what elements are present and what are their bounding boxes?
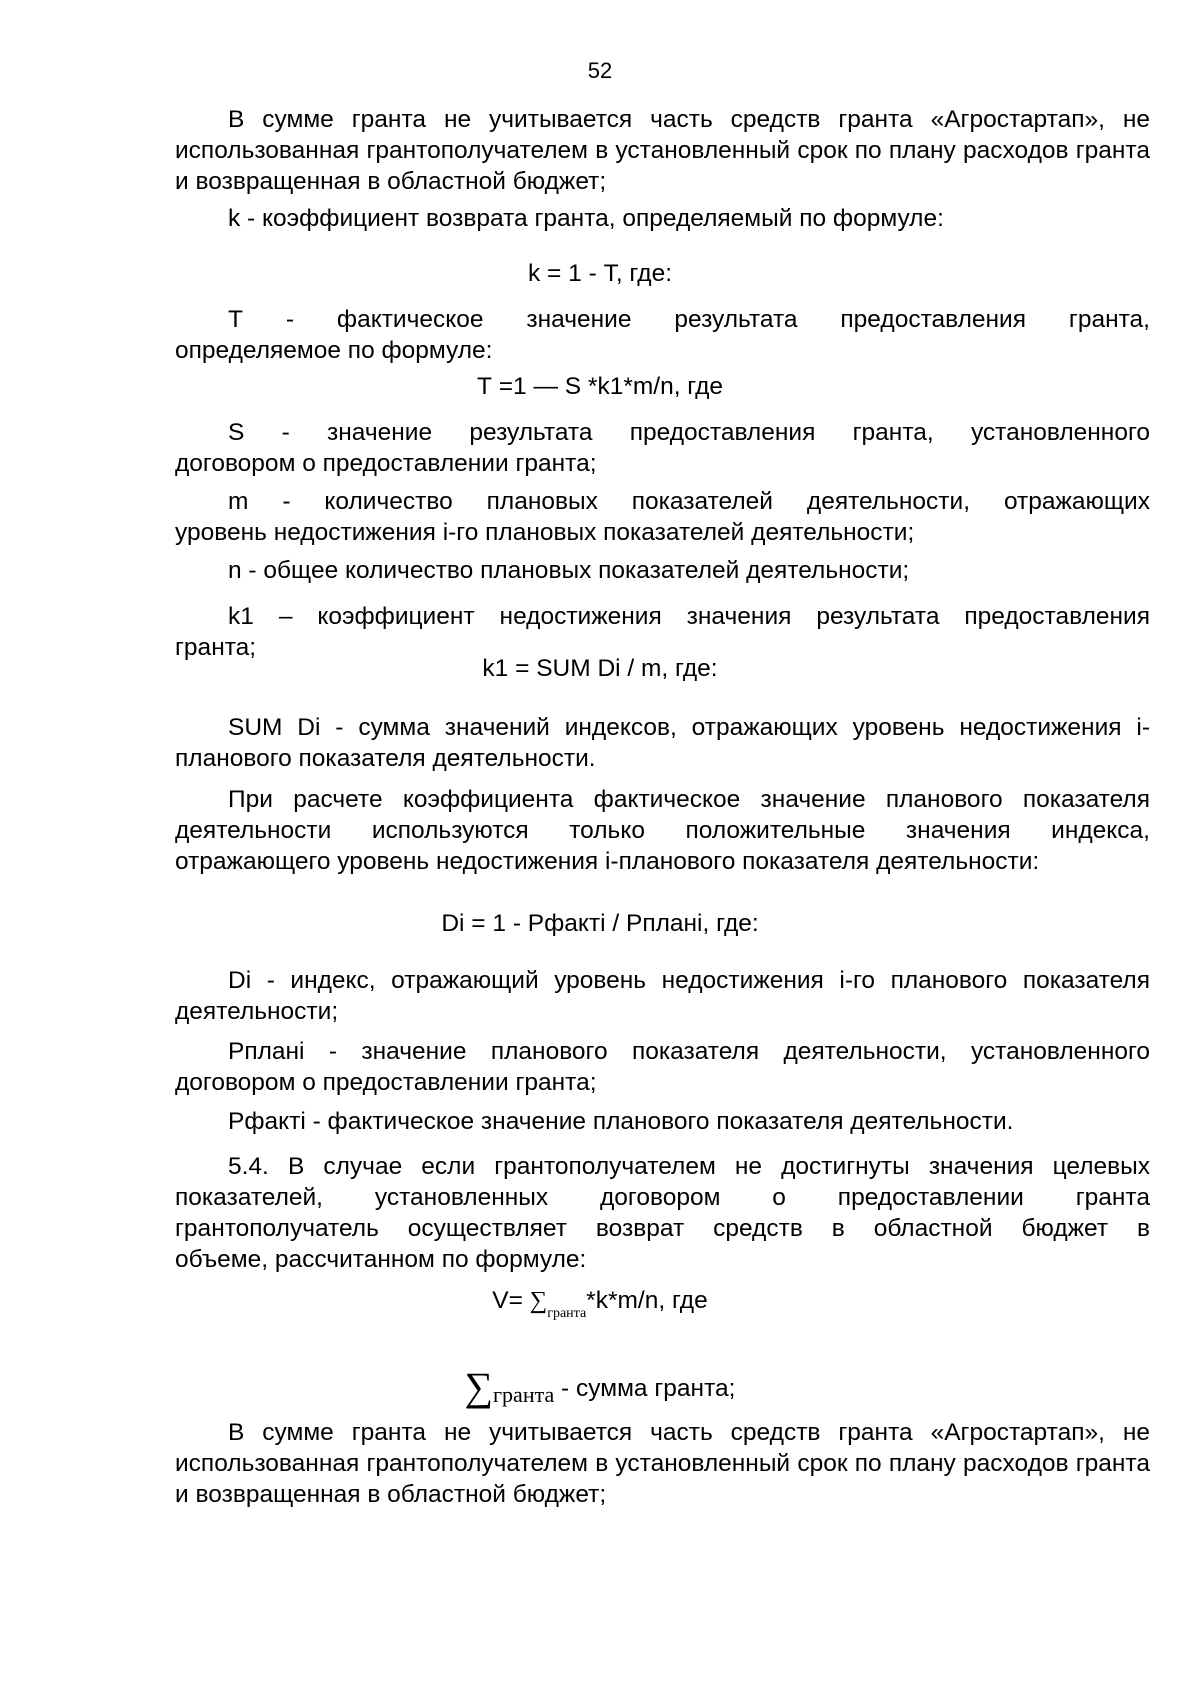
sum-subscript: гранта	[493, 1382, 555, 1407]
paragraph-line: планового показателя деятельности.	[175, 745, 596, 772]
paragraph-line: 5.4. В случае если грантополучателем не достигнуты значения целевых	[228, 1153, 1150, 1180]
paragraph-line: деятельности;	[175, 998, 339, 1025]
paragraph-t-definition	[175, 304, 1150, 366]
paragraph-line: определяемое по формуле:	[175, 337, 493, 364]
formula-k: k = 1 - Т, где:	[528, 260, 672, 287]
paragraph-line: уровень недостижения i-го плановых показателей деятельности;	[175, 519, 915, 546]
paragraph-grant-sum-note-repeat: В сумме гранта не учитывается часть средств гранта «Агростартап», не использованная грантополучателем в установленный срок по плану расходов гранта и возвращенная в областной бюджет;	[175, 1419, 1150, 1508]
paragraph-k-definition: k - коэффициент возврата гранта, определяемый по формуле:	[228, 205, 944, 232]
paragraph-line: Т - фактическое значение результата предоставления гранта,	[228, 306, 1150, 333]
paragraph-line: договором о предоставлении гранта;	[175, 1069, 597, 1096]
paragraph-line: объеме, рассчитанном по формуле:	[175, 1246, 587, 1273]
paragraph-line: договором о предоставлении гранта;	[175, 450, 597, 477]
page-number: 52	[587, 58, 613, 83]
paragraph-line: Рпланi - значение планового показателя деятельности, установленного	[228, 1038, 1150, 1065]
paragraph-line: показателей, установленных договором о предоставлении гранта	[175, 1184, 1150, 1211]
paragraph-s-definition	[175, 417, 1150, 479]
paragraph-line: При расчете коэффициента фактическое значение планового показателя	[228, 786, 1150, 813]
paragraph-sum-di-definition	[175, 712, 1150, 774]
formula-grant-sum	[0, 1364, 1200, 1409]
paragraph-line: отражающего уровень недостижения i-планового показателя деятельности:	[175, 848, 1040, 875]
paragraph-n-definition: n - общее количество плановых показателей деятельности;	[228, 557, 910, 584]
formula-grant-sum-text: - сумма гранта;	[554, 1375, 736, 1402]
paragraph-pplan-definition	[175, 1036, 1150, 1098]
paragraph-line: SUM Di - сумма значений индексов, отражающих уровень недостижения i-	[228, 714, 1150, 741]
paragraph-line: Di - индекс, отражающий уровень недостижения i-го планового показателя	[228, 967, 1150, 994]
formula-k1: k1 = SUM Di / m, где:	[482, 655, 718, 682]
paragraph-line: грантополучатель осуществляет возврат средств в областной бюджет в	[175, 1215, 1150, 1242]
paragraph-m-definition	[175, 486, 1150, 548]
paragraph-line: k1 – коэффициент недостижения значения результата предоставления	[228, 603, 1150, 630]
sum-symbol: ∑	[464, 1364, 494, 1409]
sum-symbol: ∑	[529, 1287, 548, 1314]
paragraph-line: m - количество плановых показателей деятельности, отражающих	[228, 488, 1150, 515]
formula-v-right: *k*m/n, где	[586, 1287, 708, 1314]
paragraph-line: деятельности используются только положительные значения индекса,	[175, 817, 1150, 844]
paragraph-di-definition	[175, 965, 1150, 1027]
sum-subscript: гранта	[547, 1306, 587, 1321]
paragraph-grant-sum-note: В сумме гранта не учитывается часть средств гранта «Агростартап», не использованная грантополучателем в установленный срок по плану расходов гранта и возвращенная в областной бюджет;	[175, 106, 1150, 195]
paragraph-line: гранта;	[175, 634, 257, 661]
paragraph-section-5-4	[175, 1151, 1150, 1275]
paragraph-pfakt-definition: Рфактi - фактическое значение планового показателя деятельности.	[228, 1108, 1014, 1135]
formula-di: Di = 1 - Рфактi / Рпланi, где:	[441, 910, 759, 937]
formula-v	[0, 1285, 1200, 1320]
formula-v-left: V=	[492, 1287, 523, 1314]
paragraph-coefficient-calculation	[175, 784, 1150, 877]
paragraph-line: S - значение результата предоставления гранта, установленного	[228, 419, 1150, 446]
formula-t: Т =1 — S *k1*m/n, где	[476, 373, 724, 400]
